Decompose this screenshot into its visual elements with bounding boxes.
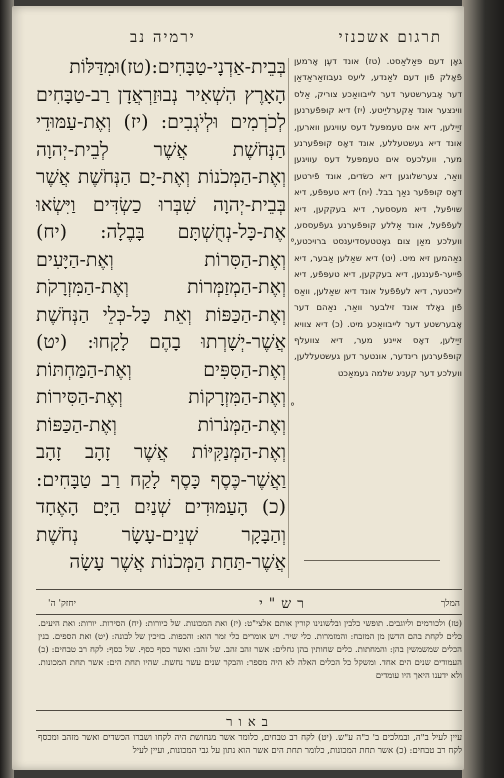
biur-rule-top xyxy=(36,710,462,711)
footnote-right: המלך xyxy=(440,599,460,609)
biur-commentary: עיין לעיל ב"ה, ובמלכים ב' כ"ה ע"ש. (יט) לקח רב טבחים, כלומר אשר מנחושת היה לקחו ושברו הכשדים ואשר מזהב ומכסף לקח רב טבחים: (כ) אשר תחת המכונות, כלומר תחת הים אשר הוא נתון על גבי המכונות, ועיין לעיל xyxy=(38,733,462,756)
biur-title: באור xyxy=(226,715,274,730)
verse-marker: ° xyxy=(290,402,295,413)
column-divider xyxy=(288,58,289,578)
book-page xyxy=(12,6,464,770)
page-header-title: ירמיה נב xyxy=(130,28,196,46)
commentary-rule-mid xyxy=(36,614,462,615)
commentary-rule-top xyxy=(36,589,462,590)
targum-column-title: תרגום אשכנזי xyxy=(338,28,442,46)
verse-marker: ° xyxy=(290,238,295,249)
scripture-text-column: בְּבֵית-אַדְנָי-טַבָּחִים:(טז)וּמִדַּלּוֹת הָאָרֶץ הִשְׁאִיר נְבוּזַרְאֲדָן רַב-טַבָּחִים לְכֹרְמִים וּלְיֹגְבִים: (יז) וְאֶת-עַמּוּדֵי הַנְּחֹשֶׁת אֲשֶׁר לְבֵית-יְהוָה וְאֶת-הַמְּכֹנוֹת וְאֶת-יָם הַנְּחֹשֶׁת אֲשֶׁר בְּבֵית-יְהוָה שִׁבְּרוּ כַשְׂדִּים וַיִּשְׂאוּ אֶת-כָּל-נְחֻשְׁתָּם בָּבֶלָה: (יח) וְאֶת-הַסִּרוֹת וְאֶת-הַיָּעִים וְאֶת-הַמְזַמְּרוֹת וְאֶת-הַמִּזְרָקֹת וְאֶת-הַכַּפּוֹת וְאֵת כָּל-כְּלֵי הַנְּחֹשֶׁת אֲשֶׁר-יְשָׁרְתוּ בָהֶם לָקָחוּ: (יט) וְאֶת-הַסִּפִּים וְאֶת-הַמַּחְתּוֹת וְאֶת-הַמִּזְרָקוֹת וְאֶת-הַסִּירוֹת וְאֶת-הַמְּנֹרוֹת וְאֶת-הַכַּפּוֹת וְאֶת-הַמְּנַקִּיּוֹת אֲשֶׁר זָהָב זָהָב וַאֲשֶׁר-כֶּסֶף כָּסֶף לָקַח רַב טַבָּחִים: (כ) הָעַמּוּדִים שְׁנַיִם הַיָּם הָאֶחָד וְהַבָּקָר שְׁנֵים-עָשָׂר נְחֹשֶׁת אֲשֶׁר-תַּחַת הַמְּכֹנוֹת אֲשֶׁר עָשָׂה xyxy=(36,56,286,573)
biur-rule-bottom xyxy=(36,730,462,731)
book-spine-shadow xyxy=(462,0,504,778)
rashi-commentary: (טז) ולכורמים וליוגבים. תופשי כלבין ובלשונינו קורין אותם אלצי"ט: (יז) ואת המכונות. של כיורות: (יח) הסירות. יורות: ואת היעים. כלים לקחת בהם הדשן מן המזבח: והמזמרות. כלי שיר. ויש אומרים כלי זמר הוא: והכפות. בזיכין של לבונה: (יט) ואת הספים. בנין הכלים שמשמשין בהן: והמחתות. כלים שחותין בהן גחלים: אשר זהב זהב. של זהב: ואשר כסף כסף. של כסף: לקח רב טבחים: (כ) העמודים שנים הים אחד. ומשקל כל הכלים האלה לא היה מספר: והבקר שנים עשר נחשת. שהיו תחת הים: אשר תחת המכונות. ולא ידענו היאך היו עומדים xyxy=(38,618,462,680)
commentary-header-row xyxy=(40,596,460,614)
targum-translation-column: גאָן דעם פּאַלאַסט. (טז) אונד דעֶן אָרמען פֿאָלק פֿון דעם לאַנדע, ליעס נעבוזאַראַדאַן דער אָבערשטער דער לייבוואַכע צוריק, אַלס ווינצער אונד אַקערליַיטע. (יז) דיא קופּפֿערנען זיַילען, דיא אים טעמפּעל דעס עוויגען ווארען, אונד דיא געשטעללע, אונד דאָס קופּפֿערנע מער, וועלכעס אים טעמפּעל דעס עוויגען וואַר, צערשלוגען דיא כשׂדים, אונד פֿירטען דאָס קופּפֿער נאַך בבל. (יח) דיא טעפּפֿע, דיא שויפֿעל, דיא מעססער, דיא בעקקען, דיא לעפֿפֿעל, אונד אַללע קופּפֿערנע געפֿעססע, וועלכע מאַן צום גאָטטעסדיענסט ברויכטע, נאַהמען זיא מיט. (יט) דיא שאַלען אַבער, דיא פֿייער-פֿעננען, דיא בעקקען, דיא טעפּפֿע, דיא לייכטער, דיא לעפֿפֿעל אונד דיא שאַלען, וואַס פֿון גאָלד אונד זילבער וואַר, נאַהם דער אָבערשטע דער לייבוואַכע מיט. (כ) דיא צוויא זיַילען, דאָס איינע מער, דיא צוועלף קופּפֿערנען רינדער, אונטער דען געשטעללען, וועלכע דער קעניג שלמה געמאַכט xyxy=(294,57,462,379)
footnote-left: יחזק' ה' xyxy=(48,599,76,609)
rashi-title: רש"י xyxy=(259,596,310,612)
targum-end-rule xyxy=(304,560,440,561)
